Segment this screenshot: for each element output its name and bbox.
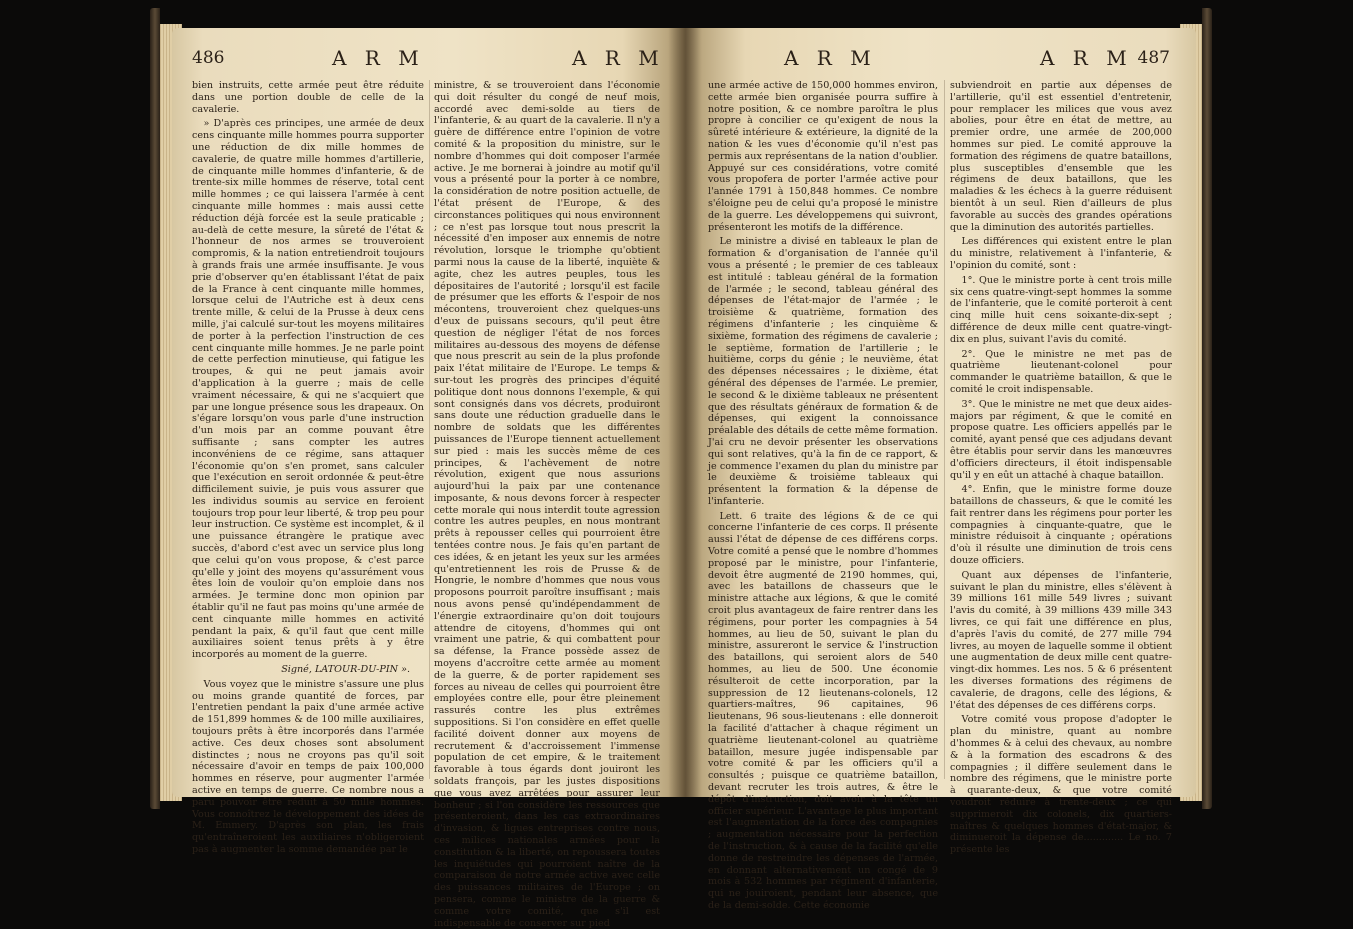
paragraph: bien instruits, cette armée peut être réduite dans une portion double de celle de la cavalerie.: [192, 80, 424, 115]
right-header-word: A R M: [784, 46, 877, 70]
book-cover-left-edge: [150, 8, 160, 809]
left-running-head: [172, 46, 684, 72]
paragraph: Lett. 6 traite des légions & de ce qui concerne l'infanterie de ces corps. Il présente aussi l'état de dépense de ces différens corps. Votre comité a pensé que le nombre d'hommes proposé par le ministre, pour l'infanterie, devoit être augmenté de 2190 hommes, qui, avec les bataillons de chasseurs que le ministre attache aux légions, & que le comité croit plus avantageux de faire rentrer dans les régimens, pour porter les compagnies à 54 hommes, au lieu de 50, suivant le plan du ministre, assureront le service & l'instruction des bataillons, qui seroient alors de 540 hommes, au lieu de 500. Une économie résulteroit de cette incorporation, par la suppression de 12 lieutenans-colonels, 12 quartiers-maîtres, 96 capitaines, 96 lieutenans, 96 sous-lieutenans : elle donneroit la facilité d'attacher à chaque régiment un quatrième lieutenant-colonel au quatrième bataillon, mesure jugée indispensable par votre comité & par les officiers qu'il a consultés ; puisque ce quatrième bataillon, devant recruter les trois autres, & être le dépôt d'instruction, doit avoir à la tête un officier supérieur. L'avantage le plus important est l'augmentation de la force des compagnies ; augmentation nécessaire pour la perfection de l'instruction, & à cause de la facilité qu'elle donne de restreindre les dépenses de l'armée, en donnant alternativement un congé de 9 mois à 532 hommes par régiment d'infanterie, qui ne jouiroient, pendant leur absence, que de la demi-solde. Cette économie: [708, 510, 938, 911]
left-page: [172, 28, 684, 929]
column-divider: [429, 80, 430, 779]
paragraph: Quant aux dépenses de l'infanterie, suivant le plan du ministre, elles s'élèvent à 39 millions 161 mille 549 livres ; suivant l'avis du comité, à 39 millions 439 mille 343 livres, ce qui fait une différence en plus, d'après l'avis du comité, de 277 mille 794 livres, au moyen de laquelle somme il obtient une augmentation de deux mille cent quatre-vingt-dix hommes. Les nos. 5 & 6 présentent les diverses formations des régimens de cavalerie, de dragons, celle des légions, & l'état des dépenses de ces différens corps.: [950, 569, 1172, 711]
paragraph: ministre, & se trouveroient dans l'économie qui doit résulter du congé de neuf mois, accordé avec demi-solde au tiers de l'infanterie, & au quart de la cavalerie. Il n'y a guère de différence entre l'opinion de votre comité & la proposition du ministre, sur le nombre d'hommes qui doit composer l'armée active. Je me bornerai à joindre au motif qu'il vous a présenté pour la porter à ce nombre, la considération de notre position actuelle, de l'état présent de l'Europe, & des circonstances politiques qui nous environnent ; ce n'est pas lorsque tout nous prescrit la nécessité d'en imposer aux ennemis de notre révolution, lorsque le triomphe qu'obtient parmi nous la cause de la liberté, inquiète & agite, chez les autres peuples, tous les dépositaires de l'autorité ; lorsqu'il est facile de présumer que les efforts & l'espoir de nos mécontens, trouveroient chez quelques-uns d'eux de puissans secours, qu'il peut être question de négliger l'état de nos forces militaires au-dessous des moyens de défense que nous prescrit au sein de la plus profonde paix l'état militaire de l'Europe. Le temps & sur-tout les progrès des principes d'équité politique dont nous donnons l'exemple, & qui sont consignés dans vos décrets, produiront sans doute une réduction graduelle dans le nombre de soldats que les différentes puissances de l'Europe tiennent actuellement sur pied : mais les succès même de ces principes, & l'achèvement de notre révolution, exigent que nous assurions aujourd'hui la paix par une contenance imposante, & nous devons forcer à respecter cette morale qui nous interdit toute agression contre les autres peuples, en nous montrant prêts à repousser celles qui pourroient être tentées contre nous. Je fais qu'en partant de ces idées, & en jetant les yeux sur les armées qu'entretiennent les rois de Prusse & de Hongrie, le nombre d'hommes que nous vous proposons pourroit paroître insuffisant ; mais nous avons pensé qu'indépendamment de l'énergie extraordinaire qu'on doit toujours attendre de citoyens, d'hommes qui ont vraiment une patrie, & qui combattent pour sa défense, la France possède assez de moyens d'accroître cette armée au moment de la guerre, & de porter rapidement ses forces au niveau de celles qui pourroient être employées contre elle, pour être pleinement rassurés contre les plus extrêmes suppositions. Si l'on considère en effet quelle facilité doivent donner aux moyens de recrutement & d'accroissement l'immense population de cet empire, & le traitement favorable à tous égards dont jouiront les soldats françois, par les justes dispositions que vous avez arrêtées pour assurer leur bonheur ; si l'on considère les ressources que présenteroient, dans les cas extraordinaires d'invasion, & ligues entreprises contre nous, ces milices nationales armées pour la constitution & la liberté, on repoussera toutes les inquiétudes qui pourroient naître de la comparaison de notre armée active avec celle des puissances militaires de l'Europe ; on pensera, comme le ministre de la guerre & comme votre comité, que s'il est indispensable de conserver sur pied: [434, 80, 660, 929]
paragraph: Vous voyez que le ministre s'assure une plus ou moins grande quantité de forces, par l'entretien pendant la paix d'une armée active de 151,899 hommes & de 100 mille auxiliaires, toujours prêts à être incorporés dans l'armée active. Ces deux choses sont absolument distinctes ; nous ne croyons pas qu'il soit nécessaire d'avoir en temps de paix 100,000 hommes en réserve, pour augmenter l'armée active en temps de guerre. Ce nombre nous a paru pouvoir être réduit à 50 mille hommes. Vous connoîtrez le développement des idées de M. Emmery. D'après son plan, les frais qu'entraîneroient les auxiliaires n'obligeroient pas à augmenter la somme demandée par le: [192, 678, 424, 855]
right-page-number: 487: [1137, 48, 1170, 68]
paragraph: 1°. Que le ministre porte à cent trois mille six cens quatre-vingt-sept hommes la somme de l'infanterie, que le comité porteroit à cent cinq mille huit cens soixante-dix-sept ; différence de deux mille cent quatre-vingt-dix en plus, suivant l'avis du comité.: [950, 274, 1172, 345]
paragraph: Le ministre a divisé en tableaux le plan de formation & d'organisation de l'année qu'il vous a présenté ; le premier de ces tableaux est intitulé : tableau général de la formation de l'armée ; le second, tableau général des dépenses de l'état-major de l'armée ; le troisième & quatrième, formation des régimens d'infanterie ; les cinquième & sixième, formation des régimens de cavalerie ; le septième, formation de l'artillerie ; le huitième, corps du génie ; le neuvième, état des dépenses nécessaires ; le dixième, état général des dépenses de l'armée. Le premier, le second & le dixième tableaux ne présentent que des résultats généraux de formation & de dépenses, qui exigent la connoissance préalable des détails de cette même formation. J'ai cru ne devoir présenter les observations qui sont relatives, qu'à la fin de ce rapport, & je commence l'examen du plan du ministre par le deuxième & troisième tableaux qui présentent la formation & la dépense de l'infanterie.: [708, 236, 938, 507]
signature-line: Signé, LATOUR-DU-PIN ».: [281, 664, 410, 676]
right-running-head: [684, 46, 1196, 72]
right-page-column-1: [708, 80, 938, 911]
paragraph: Les différences qui existent entre le plan du ministre, relativement à l'infanterie, & l'opinion du comité, sont :: [950, 236, 1172, 271]
left-header-word-column2: A R M: [572, 46, 665, 70]
right-header-word-column2: A R M: [1040, 46, 1133, 70]
left-page-number: 486: [192, 48, 225, 68]
left-page-column-2: [434, 80, 660, 929]
paragraph: » D'après ces principes, une armée de deux cens cinquante mille hommes pourra supporter une réduction de dix mille hommes de cavalerie, de quatre mille hommes d'artillerie, de cinquante mille hommes d'infanterie, & de trente-six mille hommes de réserve, total cent mille hommes ; ce qui laissera l'armée à cent cinquante mille hommes : mais aussi cette réduction déjà forcée est la seule praticable ; au-delà de cette mesure, la sûreté de l'état & l'honneur de nos armes se trouveroient compromis, & la nation entretiendroit toujours à grands frais une armée insuffisante. Je vous prie d'observer qu'en établissant l'état de paix de la France à cent cinquante mille hommes, lorsque celui de l'Autriche est à deux cens trente mille, & celui de la Prusse à deux cens mille, j'ai calculé sur-tout les moyens militaires de porter à la perfection l'instruction de ces cent cinquante mille hommes. Je ne parle point de cette perfection minutieuse, qui fatigue les troupes, & qui ne peut jamais avoir d'application à la guerre ; mais de celle vraiment nécessaire, & qui ne s'acquiert que par une longue présence sous les drapeaux. On s'égare lorsqu'on vous parle d'une instruction d'un mois par an comme pouvant être suffisante ; sans compter les autres inconvéniens de ce régime, sans attaquer l'économie qu'on s'en promet, sans calculer que l'exécution en seroit ordonnée & peut-être difficilement suivie, je puis vous assurer que les individus soumis au service en feroient toujours trop pour leur liberté, & trop peu pour leur instruction. Ce système est incomplet, & il une puissance étrangère le pratique avec succès, d'abord c'est avec un service plus long que celui qu'on vous propose, & c'est parce qu'elle y joint des moyens qu'assurément vous êtes loin de vouloir qu'on emploie dans nos armées. Je termine donc mon opinion par établir qu'il ne faut pas moins qu'une armée de cent cinquante mille hommes en activité pendant la paix, & qu'il faut que cent mille auxiliaires soient tenus prêts à y être incorporés au moment de la guerre.: [192, 118, 424, 661]
right-page: [684, 28, 1196, 911]
column-divider: [944, 80, 945, 779]
book-cover-right-edge: [1202, 8, 1212, 809]
paragraph: 2°. Que le ministre ne met pas de quatrième lieutenant-colonel pour commander le quatrième bataillon, & que le comité le croit indispensable.: [950, 348, 1172, 395]
paragraph: 3°. Que le ministre ne met que deux aides-majors par régiment, & que le comité en propose quatre. Les officiers appellés par le comité, ayant pensé que ces adjudans devant être établis pour servir dans les manœuvres d'officiers directeurs, il étoit indispensable qu'il y en eût un attaché à chaque bataillon.: [950, 398, 1172, 481]
paragraph: Votre comité vous propose d'adopter le plan du ministre, quant au nombre d'hommes & à celui des chevaux, au nombre & à la formation des escadrons & des compagnies ; il diffère seulement dans le nombre des régimens, que le ministre porte à quarante-deux, & que votre comité voudroit réduire à trente-deux ; ce qui supprimeroit dix colonels, dix quartiers-maîtres & quelques hommes d'état-major, & diminueroit la dépense de............. Le no. 7 présente les: [950, 714, 1172, 856]
paragraph: subviendroit en partie aux dépenses de l'artillerie, qu'il est essentiel d'entretenir, pour remplacer les milices que vous avez abolies, pour être en état de mettre, au premier ordre, une armée de 200,000 hommes sur pied. Le comité approuve la formation des régimens de quatre bataillons, plus susceptibles d'ensemble que les régimens de deux bataillons, que les maladies & les échecs à la guerre réduisent bientôt à un seul. Rien d'ailleurs de plus favorable au succès des grandes opérations que la diminution des autorités partielles.: [950, 80, 1172, 233]
left-page-column-1: [192, 80, 424, 855]
paragraph: une armée active de 150,000 hommes environ, cette armée bien organisée pourra suffire à notre position, & ce nombre paroîtra le plus propre à concilier ce qu'exigent de nous la sûreté intérieure & extérieure, la dignité de la nation & les vues d'économie qu'il n'est pas permis aux représentans de la nation d'oublier. Appuyé sur ces considérations, votre comité vous propofera de porter l'armée active pour l'année 1791 à 150,848 hommes. Ce nombre s'éloigne peu de celui qu'a proposé le ministre de la guerre. Les développemens qui suivront, présenteront les motifs de la différence.: [708, 80, 938, 233]
right-page-column-2: [950, 80, 1172, 856]
paragraph: 4°. Enfin, que le ministre forme douze bataillons de chasseurs, & que le comité les fait rentrer dans les régimens pour porter les compagnies à cinquante-quatre, que le ministre réduisoit à cinquante ; opérations d'où il résulte une diminution de trois cens douze officiers.: [950, 484, 1172, 567]
left-header-word: A R M: [332, 46, 425, 70]
